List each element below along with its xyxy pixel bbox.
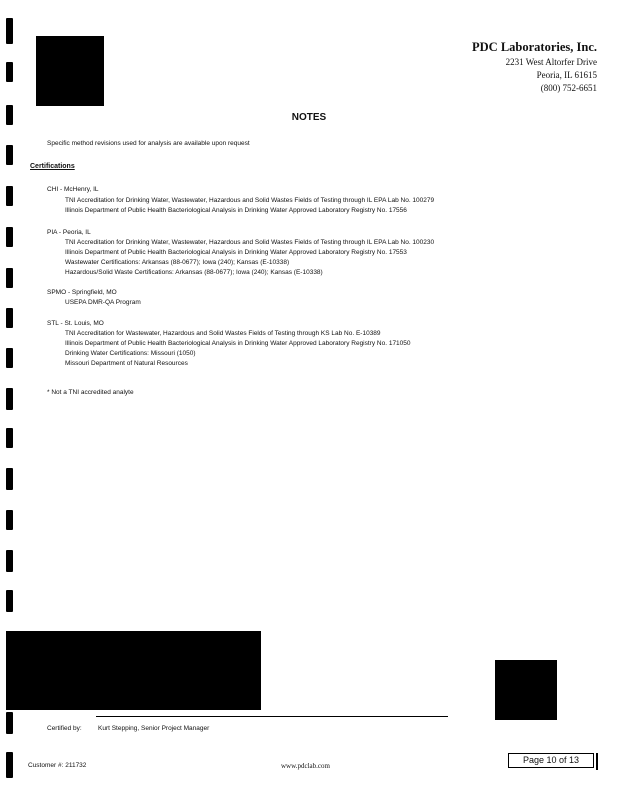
punch-mark xyxy=(6,62,13,82)
company-address-line1: 2231 West Altorfer Drive xyxy=(505,57,597,67)
site-cert-line: Hazardous/Solid Waste Certifications: Arkansas (88-0677); Iowa (240); Kansas (E-10338) xyxy=(65,269,323,276)
site-name-spmo: SPMO - Springfield, MO xyxy=(47,289,117,296)
site-cert-line: Wastewater Certifications: Arkansas (88-0677); Iowa (240); Kansas (E-10338) xyxy=(65,259,290,266)
punch-mark xyxy=(6,712,13,734)
punch-mark xyxy=(6,510,13,530)
company-name: PDC Laboratories, Inc. xyxy=(472,40,597,54)
punch-mark xyxy=(6,308,13,328)
site-cert-line: TNI Accreditation for Drinking Water, Wastewater, Hazardous and Solid Wastes Fields of Testing through IL EPA Lab No. 100279 xyxy=(65,197,435,204)
site-name-stl: STL - St. Louis, MO xyxy=(47,320,104,327)
punch-mark xyxy=(6,590,13,612)
site-name-pia: PIA - Peoria, IL xyxy=(47,229,91,236)
punch-mark xyxy=(6,227,13,247)
footnote: * Not a TNI accredited analyte xyxy=(47,389,134,396)
redacted-logo xyxy=(36,36,104,106)
punch-mark xyxy=(6,428,13,448)
signature-line xyxy=(96,716,448,717)
punch-mark xyxy=(6,145,13,165)
punch-mark xyxy=(6,468,13,490)
site-cert-line: Drinking Water Certifications: Missouri (1050) xyxy=(65,350,196,357)
certified-by-label: Certified by: xyxy=(47,725,82,732)
intro-text: Specific method revisions used for analysis are available upon request xyxy=(47,140,250,147)
punch-mark xyxy=(6,18,13,44)
punch-mark xyxy=(6,550,13,572)
site-cert-line: Missouri Department of Natural Resources xyxy=(65,360,188,367)
company-phone: (800) 752-6651 xyxy=(540,83,597,93)
site-cert-line: TNI Accreditation for Wastewater, Hazardous and Solid Wastes Fields of Testing through KS Lab No. E-10389 xyxy=(65,330,381,337)
punch-mark xyxy=(6,268,13,288)
company-address-line2: Peoria, IL 61615 xyxy=(536,70,597,80)
page-box-edge xyxy=(596,753,598,770)
site-name-chi: CHI - McHenry, IL xyxy=(47,186,99,193)
site-cert-line: Illinois Department of Public Health Bacteriological Analysis in Drinking Water Approved Laboratory Registry No. 171050 xyxy=(65,340,411,347)
site-cert-line: USEPA DMR-QA Program xyxy=(65,299,141,306)
customer-number: Customer #: 211732 xyxy=(28,762,87,769)
punch-mark xyxy=(6,186,13,206)
page-number: Page 10 of 13 xyxy=(508,753,594,768)
punch-mark xyxy=(6,388,13,410)
site-cert-line: Illinois Department of Public Health Bacteriological Analysis in Drinking Water Approved Laboratory Registry No. 17556 xyxy=(65,207,407,214)
punch-mark xyxy=(6,752,13,778)
redacted-signature-block xyxy=(6,631,261,710)
website: www.pdclab.com xyxy=(281,762,330,770)
certifications-heading: Certifications xyxy=(30,163,75,170)
site-cert-line: TNI Accreditation for Drinking Water, Wastewater, Hazardous and Solid Wastes Fields of Testing through IL EPA Lab No. 100230 xyxy=(65,239,435,246)
certified-by-name: Kurt Stepping, Senior Project Manager xyxy=(98,725,210,732)
redacted-stamp xyxy=(495,660,557,720)
punch-mark xyxy=(6,348,13,368)
page-title: NOTES xyxy=(291,112,327,123)
site-cert-line: Illinois Department of Public Health Bacteriological Analysis in Drinking Water Approved Laboratory Registry No. 17553 xyxy=(65,249,407,256)
